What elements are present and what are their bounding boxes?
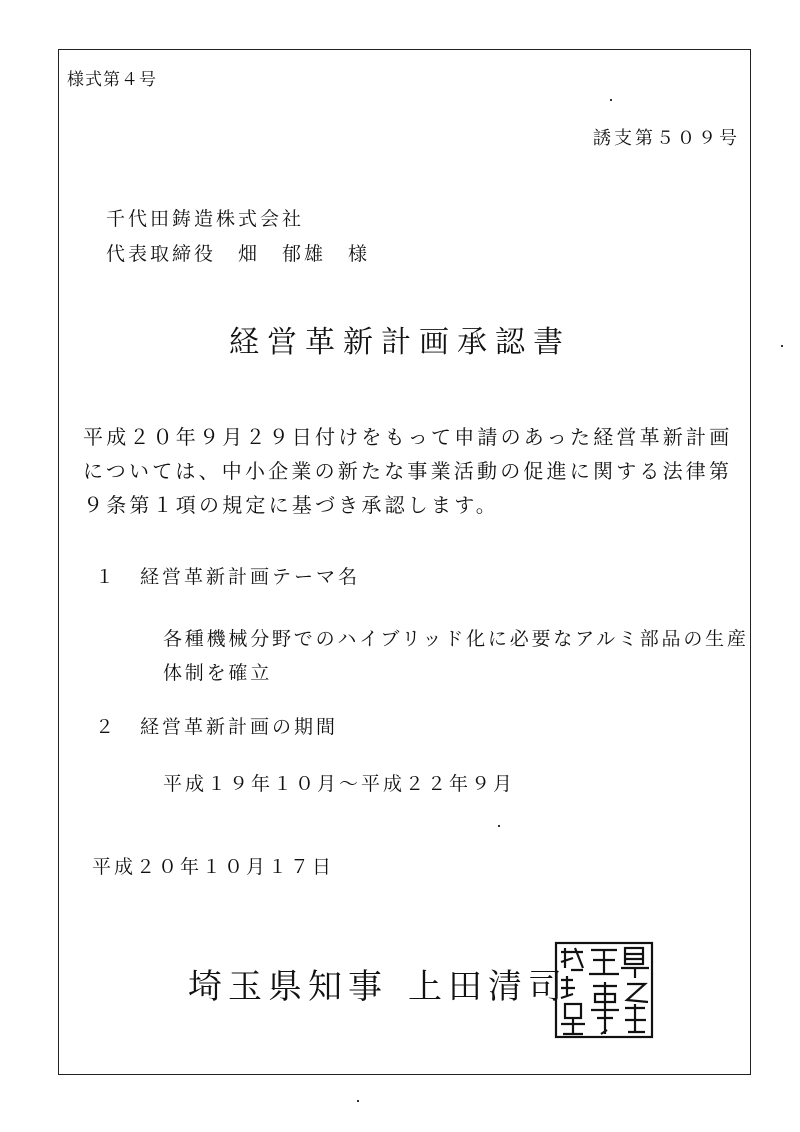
document-title: 経営革新計画承認書 [229,325,571,360]
recipient-honorific: 様 [348,243,371,265]
recipient-company: 千代田鋳造株式会社 [106,208,305,230]
form-number: 様式第４号 [67,70,157,90]
signer-name: 上田清司 [408,967,568,1007]
item-label-period: 経営革新計画の期間 [140,716,339,738]
issue-date: 平成２０年１０月１７日 [92,856,335,878]
document-border [58,49,751,1075]
scan-artifact [357,1100,359,1102]
approval-statement: 平成２０年９月２９日付けをもって申請のあった経営革新計画については、中小企業の新たな事業活動の促進に関する法律第９条第１項の規定に基づき承認します。 [83,425,733,517]
scan-artifact [781,345,783,347]
document-number: 誘支第５０９号 [593,128,740,149]
recipient-representative [106,245,370,264]
item-value-theme: 各種機械分野でのハイブリッド化に必要なアルミ部品の生産体制を確立 [163,628,749,684]
item-value-period: 平成１９年１０月～平成２２年９月 [163,773,516,795]
recipient-title: 代表取締役 [106,243,217,265]
item-label-theme: 経営革新計画テーマ名 [140,566,361,588]
recipient-name: 畑 郁雄 [238,243,327,265]
signer-title: 埼玉県知事 [188,967,388,1007]
official-seal [553,940,655,1040]
item-number: １ [95,566,118,588]
scan-artifact [498,825,500,827]
item-number: ２ [95,716,118,738]
scan-artifact [610,99,612,101]
signer [188,967,568,1007]
